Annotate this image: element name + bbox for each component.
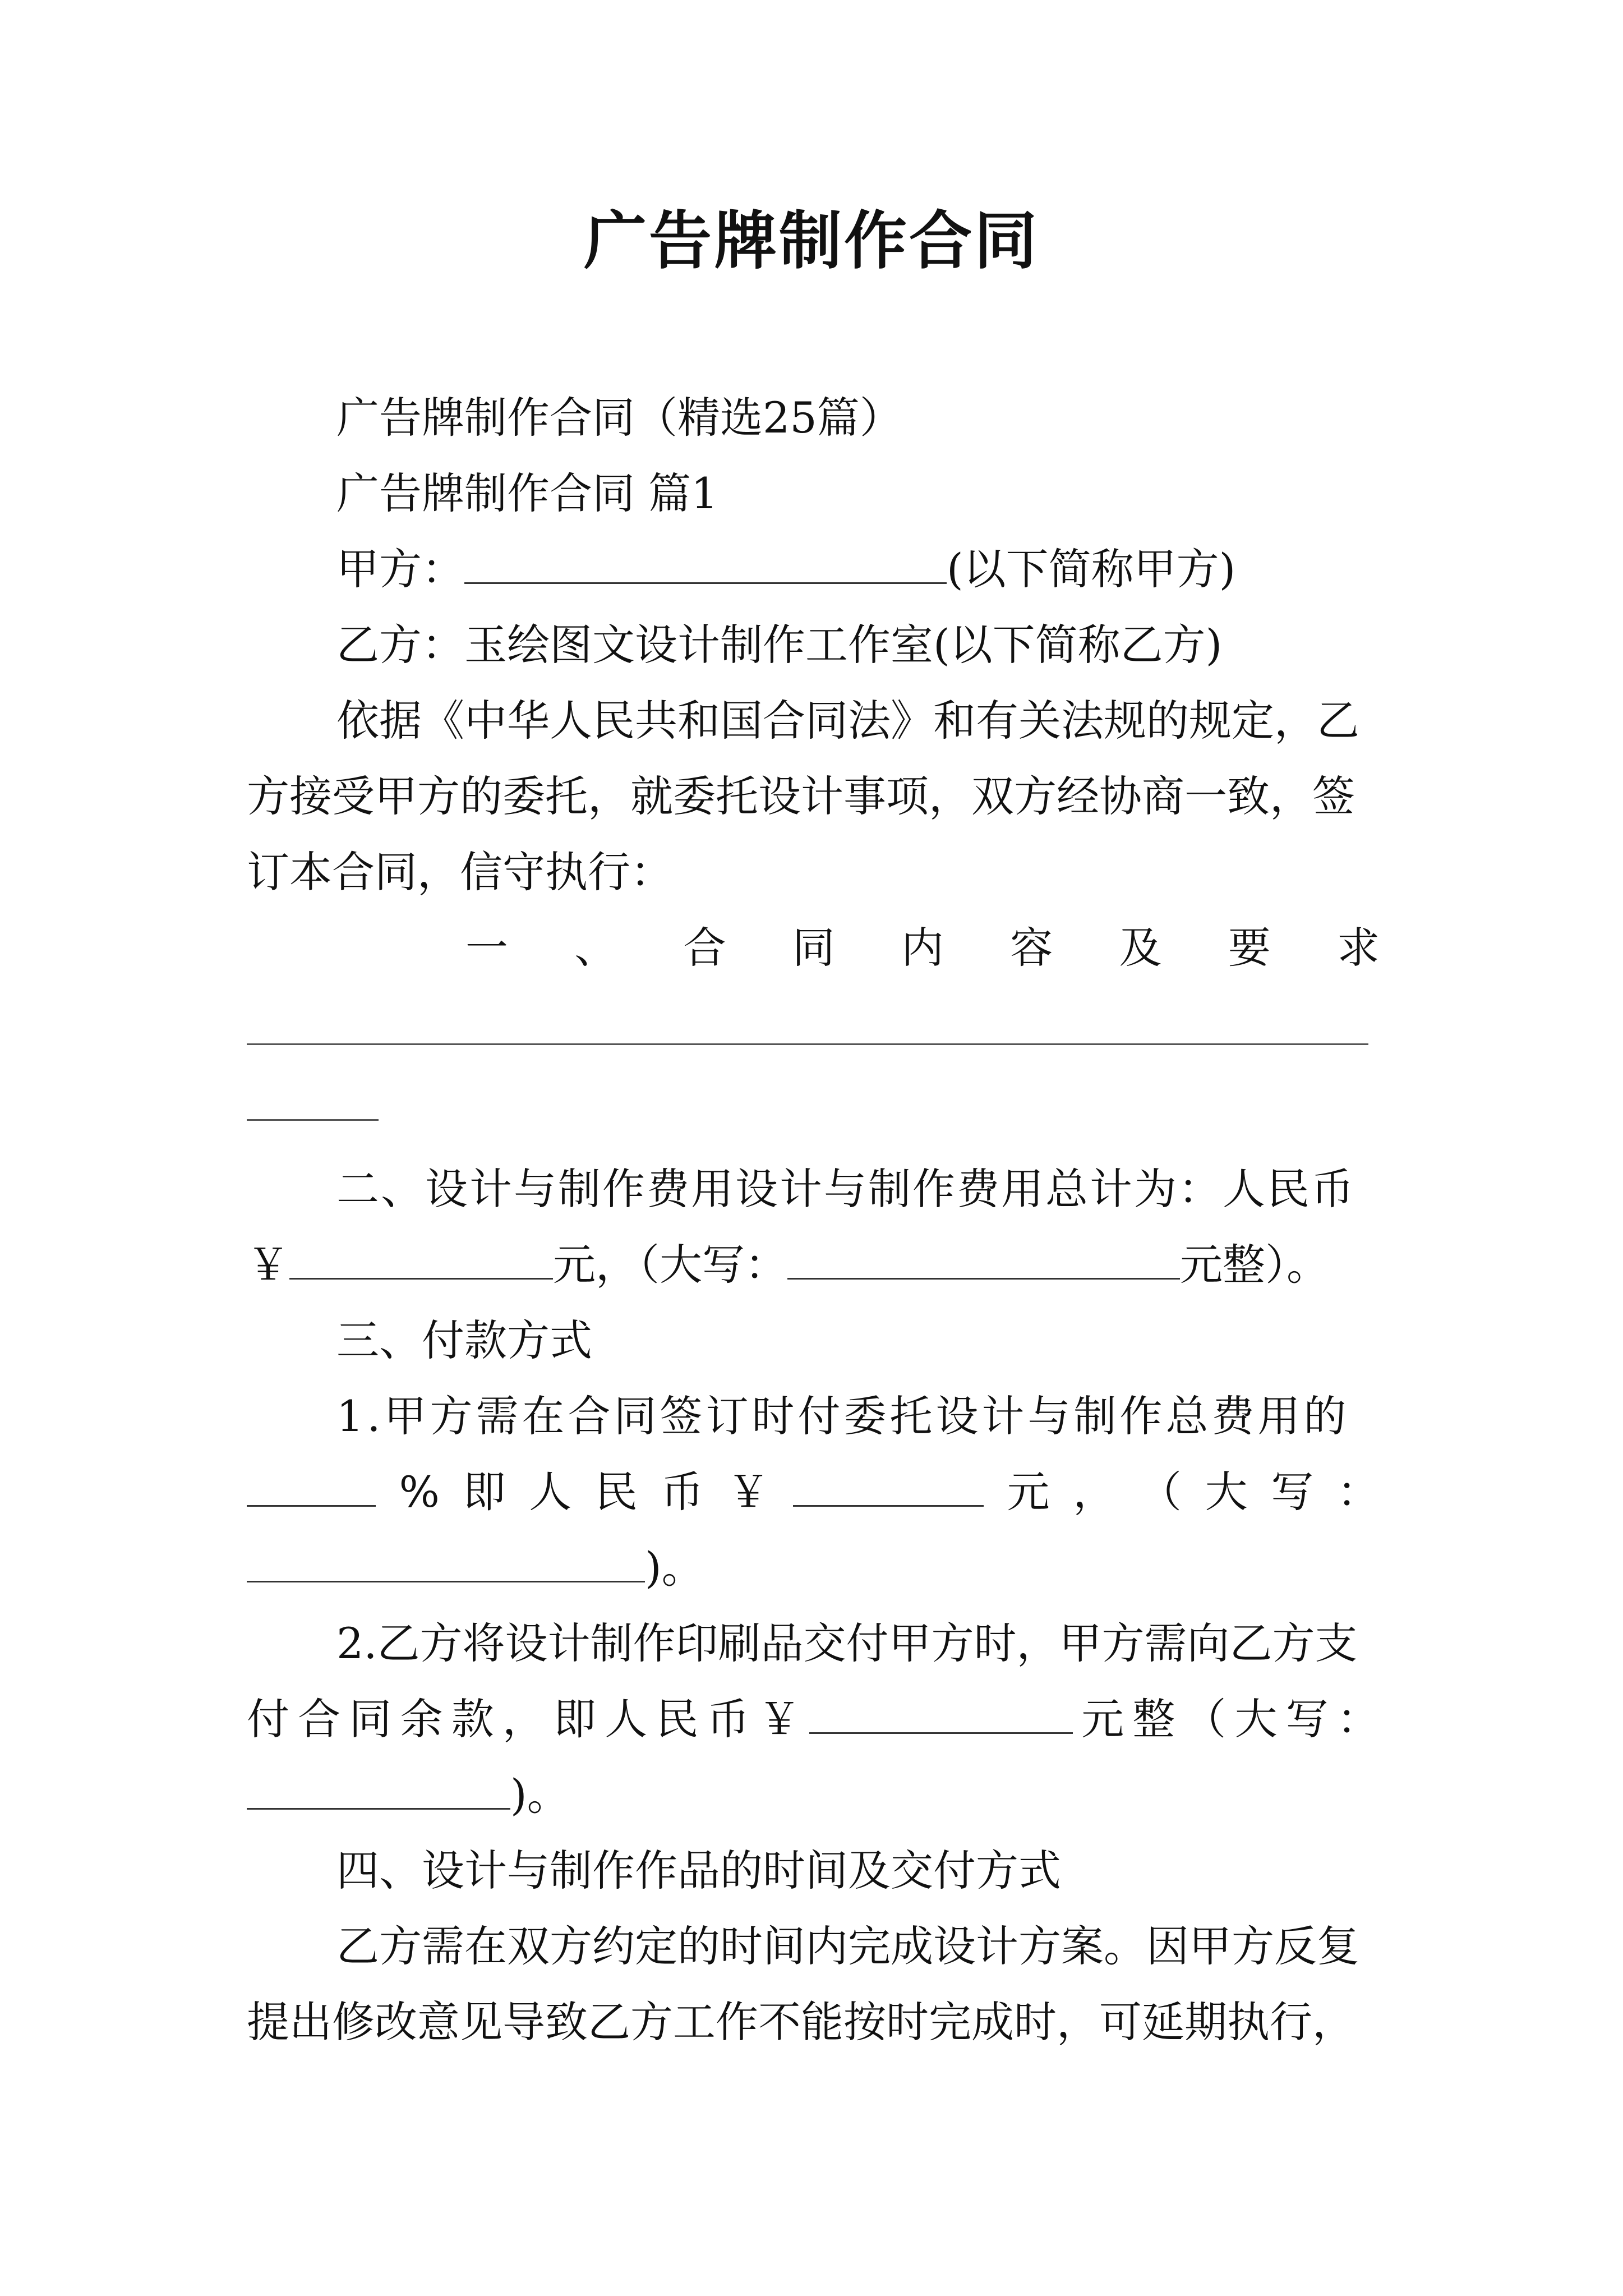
payment-2-char: 人 [605,1694,648,1744]
section-4-line-2: 提出修改意见导致乙方工作不能按时完成时，可延期执行， [247,1997,1355,2047]
page-title: 广告牌制作合同 [584,204,1039,278]
payment-2-line-1: 2.乙方将设计制作印刷品交付甲方时，甲方需向乙方支 [336,1618,1358,1668]
yen-symbol: ￥ [247,1240,289,1290]
payment-2-char: ￥ [758,1694,801,1744]
payment-1-end: )。 [645,1543,704,1593]
payment-2-char: 同 [349,1694,392,1744]
payment-2-char: 付 [247,1694,289,1744]
yuan-text: 元，（大写： [553,1240,787,1290]
payment-2-char: （ [1183,1694,1227,1744]
payment-1-capital-blank [247,1540,645,1582]
section-1-heading [465,917,1380,979]
party-a-line [336,539,1380,600]
payment-1-line-1: 1.甲方需在合同签订时付委托设计与制作总费用的 [336,1391,1350,1441]
payment-1-char: 写 [1271,1467,1314,1517]
payment-1-char: 元 [1007,1467,1050,1517]
payment-2-char: 民 [656,1694,699,1744]
section-1-blank-line-1 [247,1043,1368,1045]
section-1-blank-line-2 [247,1119,379,1121]
section-2-line-1: 二、设计与制作费用设计与制作费用总计为：人民币 [336,1164,1355,1214]
section-1-heading-char: 容 [1010,923,1053,973]
payment-2-char: ： [1336,1694,1380,1744]
payment-2-char: ， [502,1694,545,1744]
section-2-end: 元整）。 [1180,1240,1329,1290]
payment-2-end: )。 [510,1770,570,1820]
section-4-title: 四、设计与制作作品的时间及交付方式 [336,1846,1061,1895]
payment-2-capital-blank [247,1768,510,1810]
payment-1-char: 即 [463,1467,506,1517]
payment-2-char: 写 [1285,1694,1329,1744]
section-1-heading-char: 及 [1119,923,1162,973]
payment-2-char: 币 [707,1694,750,1744]
payment-2-char: 合 [298,1694,341,1744]
section-1-heading-char: 一 [465,923,508,973]
payment-1-percent-blank [247,1465,376,1507]
payment-2-char: 大 [1234,1694,1278,1744]
subtitle: 广告牌制作合同（精选25篇） [336,393,902,443]
payment-1-char: ￥ [727,1467,770,1517]
intro-line-1: 依据《中华人民共和国合同法》和有关法规的规定，乙 [336,696,1359,746]
payment-2-char: 元 [1081,1694,1124,1744]
payment-1-char: 人 [529,1467,572,1517]
section-2-line-2 [247,1234,1380,1296]
payment-1-char: ： [1336,1467,1380,1517]
section-1-heading-char: 要 [1228,923,1271,973]
amount-blank [289,1237,553,1280]
payment-1-char: 大 [1205,1467,1248,1517]
section-1-heading-char: 求 [1337,923,1380,973]
party-a-label: 甲方： [336,544,464,594]
payment-1-char: （ [1138,1467,1182,1517]
payment-1-char: % [399,1467,440,1517]
party-b-line: 乙方：玉绘图文设计制作工作室(以下简称乙方) [336,620,1223,670]
section-1-heading-char: 、 [574,923,617,973]
payment-2-char: 余 [400,1694,443,1744]
party-a-blank [464,542,947,584]
payment-1-char: 币 [661,1467,704,1517]
chapter-heading: 广告牌制作合同 篇1 [336,468,718,518]
payment-1-line-3 [247,1537,1380,1599]
intro-line-2: 方接受甲方的委托，就委托设计事项，双方经协商一致，签 [247,771,1355,821]
payment-1-char: 民 [594,1467,638,1517]
section-1-heading-char: 合 [683,923,726,973]
payment-2-amount-blank [809,1692,1073,1734]
payment-2-line-3 [247,1764,1380,1826]
payment-2-char: 即 [554,1694,597,1744]
section-3-title: 三、付款方式 [336,1315,592,1365]
intro-line-3: 订本合同，信守执行： [247,847,673,897]
party-a-suffix: (以下简称甲方) [947,544,1236,594]
payment-1-char: ， [1073,1467,1116,1517]
amount-capital-blank [787,1237,1180,1280]
section-1-heading-char: 同 [792,923,835,973]
payment-1-amount-blank [793,1465,984,1507]
section-1-heading-char: 内 [901,923,944,973]
section-4-line-1: 乙方需在双方约定的时间内完成设计方案。因甲方反复 [336,1921,1359,1971]
payment-2-char: 整 [1132,1694,1175,1744]
payment-2-line-2 [247,1688,1380,1750]
payment-2-char: 款 [451,1694,494,1744]
payment-1-line-2 [247,1461,1380,1523]
